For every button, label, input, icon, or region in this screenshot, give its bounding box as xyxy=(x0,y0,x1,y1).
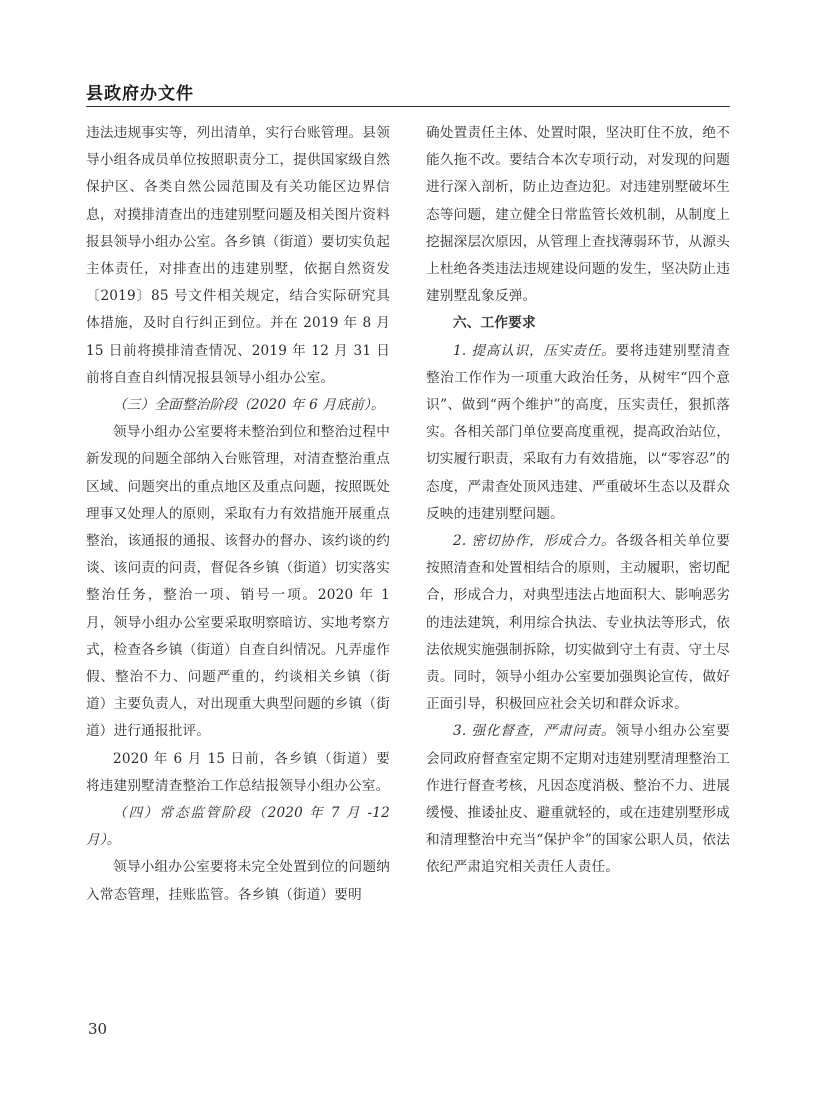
left-paragraph-1: 违法违规事实等，列出清单，实行台账管理。县领导小组各成员单位按照职责分工，提供国家级自然保护区、各类自然公园范围及有关功能区边界信息，对摸排清查出的违建别墅问题及相关图片资料报县领导小组办公室。各乡镇（街道）要切实负起主体责任，对排查出的违建别墅，依据自然资发〔2019〕85 号文件相关规定，结合实际研究具体措施，及时自行纠正到位。并在 2019 年 8 月 15 日前将摸排清查情况、2019 年 12 月 31 日前将自查自纠情况报县领导小组办公室。 xyxy=(86,125,390,386)
stage-4-heading: （四）常态监管阶段（2020 年 7 月 -12 月）。 xyxy=(86,805,390,849)
right-paragraph-1: 确处置责任主体、处置时限，坚决盯住不放，绝不能久拖不改。要结合本次专项行动，对发现的问题进行深入剖析，防止边查边犯。对违建别墅破坏生态等问题，建立健全日常监管长效机制，从制度上挖掘深层次原因，从管理上查找薄弱环节，从源头上杜绝各类违法违规建设问题的发生，坚决防止违建别墅乱象反弹。 xyxy=(426,125,730,305)
requirement-item-1 xyxy=(426,338,730,528)
page-number: 30 xyxy=(88,1020,108,1038)
stage-3-heading: （三）全面整治阶段（2020 年 6 月底前）。 xyxy=(113,397,385,414)
left-column xyxy=(86,120,390,909)
requirement-item-2-title: 2. 密切协作，形成合力。 xyxy=(453,533,616,550)
page-header-title: 县政府办文件 xyxy=(86,84,194,104)
requirement-item-3-title: 3. 强化督查，严肃问责。 xyxy=(453,723,616,740)
requirement-item-3-body: 领导小组办公室要会同政府督查室定期不定期对违建别墅清理整治工作进行督查考核，凡因态度消极、整治不力、进展缓慢、推诿扯皮、避重就轻的，或在违建别墅形成和清理整治中充当“保护伞”的国家公职人员，依法依纪严肃追究相关责任人责任。 xyxy=(426,723,730,876)
left-paragraph-3: 2020 年 6 月 15 日前，各乡镇（街道）要将违建别墅清查整治工作总结报领导小组办公室。 xyxy=(86,750,390,794)
requirement-item-1-body: 要将违建别墅清查整治工作作为一项重大政治任务，从树牢“四个意识”、做到“两个维护”的高度，压实责任，狠抓落实。各相关部门单位要高度重视，提高政治站位，切实履行职责，采取有力有效措施，以“零容忍”的态度，严肃查处顶风违建、严重破坏生态以及群众反映的违建别墅问题。 xyxy=(426,342,730,522)
section-6-heading: 六、工作要求 xyxy=(453,315,536,332)
header-rule xyxy=(86,106,730,107)
requirement-item-3 xyxy=(426,718,730,881)
requirement-item-2 xyxy=(426,528,730,718)
requirement-item-1-title: 1. 提高认识，压实责任。 xyxy=(453,342,616,359)
left-paragraph-2: 领导小组办公室要将未整治到位和整治过程中新发现的问题全部纳入台账管理，对清查整治重点区域、问题突出的重点地区及重点问题，按照既处理事又处理人的原则，采取有力有效措施开展重点整治，该通报的通报、该督办的督办、该约谈的约谈、该问责的问责，督促各乡镇（街道）切实落实整治任务，整治一项、销号一项。2020 年 1 月，领导小组办公室要采取明察暗访、实地考察方式，检查各乡镇（街道）自查自纠情况。凡弄虚作假、整治不力、问题严重的，约谈相关乡镇（街道）主要负责人，对出现重大典型问题的乡镇（街道）进行通报批评。 xyxy=(86,424,390,740)
left-paragraph-4: 领导小组办公室要将未完全处置到位的问题纳入常态管理，挂账监管。各乡镇（街道）要明 xyxy=(86,859,390,903)
requirement-item-2-body: 各级各相关单位要按照清查和处置相结合的原则，主动履职，密切配合，形成合力，对典型违法占地面积大、影响恶劣的违法建筑，利用综合执法、专业执法等形式，依法依规实施强制拆除，切实做到守土有责、守土尽责。同时，领导小组办公室要加强舆论宣传，做好正面引导，积极回应社会关切和群众诉求。 xyxy=(426,533,730,713)
right-column xyxy=(426,120,730,882)
